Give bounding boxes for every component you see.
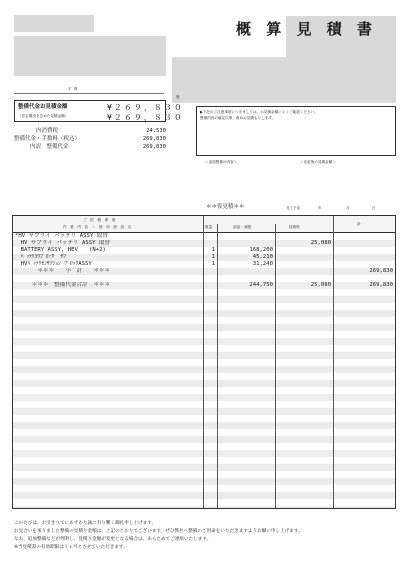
footer-line: ※当見積書の有効期限は１ヶ月とさせていただきます。: [14, 545, 128, 550]
additional-work-label: ＜追加整備の内容＞: [205, 160, 238, 164]
breakdown-label: 整備代金・手数料（税込）: [14, 136, 81, 142]
estimate-amount-label: 整備代金お見積金額: [18, 104, 68, 110]
table-stripe: [13, 478, 396, 485]
cell-name: ＊＊＊ 小 計 ＊＊＊: [15, 268, 111, 274]
table-row: [13, 282, 396, 289]
breakdown-value: 269,830: [142, 144, 166, 150]
column-divider: [203, 216, 204, 509]
header-labor: 技術料: [289, 225, 300, 229]
cell-labor: 25,080: [310, 240, 331, 246]
notice-line-2: 整備内容の確定次第、改めお見積もりします。: [200, 116, 276, 120]
cell-parts: 168,200: [249, 247, 273, 253]
table-stripe: [13, 310, 396, 317]
footer-line: なお、追加整備などが判明し、見積り金額が変更となる場合は、あらためてご連絡いたします。: [14, 537, 212, 542]
footer-notes: [14, 520, 396, 552]
cell-name: *HV サブライ バッテリ ASSY 取替: [15, 233, 108, 239]
table-stripe: [13, 366, 396, 373]
revised-estimate-label: ＜変更後の見積金額＞: [300, 160, 336, 164]
breakdown-row: [14, 128, 166, 136]
table-stripe: [13, 450, 396, 457]
cell-name: BATTERY ASSY, HEV (N+2): [15, 247, 106, 253]
footer-line: このたびは、お引き立てにあずかり誠に有り難く御礼申し上げます。: [14, 521, 157, 526]
table-stripe: [13, 380, 396, 387]
document-title: 概 算 見 積 書: [236, 20, 377, 38]
year-label: 年: [318, 206, 322, 210]
estimate-amount-value: ¥２６９，８３０: [107, 103, 184, 112]
table-stripe: [13, 296, 396, 303]
cell-qty: 1: [211, 254, 215, 260]
breakdown-label: 内訳 整備代金: [30, 144, 69, 150]
estimate-amount-box: [14, 100, 184, 122]
provisional-label: ＊＊仮見積＊＊: [206, 204, 245, 210]
month-label: 月: [346, 206, 350, 210]
column-divider: [217, 224, 218, 509]
table-stripe: [13, 408, 396, 415]
table-row: [13, 247, 396, 254]
table-stripe: [13, 492, 396, 499]
table-row: [13, 261, 396, 268]
table-stripe: [13, 506, 396, 509]
breakdown-value: 24,530: [146, 128, 166, 134]
header-qty: 数量: [205, 225, 213, 229]
notice-box: [196, 106, 396, 156]
cell-name: ﾊﾞｯﾃﾘﾖｳﾌﾞﾛｰﾀﾞ ｻﾌﾞ: [15, 254, 69, 260]
column-divider: [275, 224, 276, 509]
table-row: [13, 240, 396, 247]
header-parts: 部品・油脂: [233, 225, 251, 229]
cell-parts: 31,240: [252, 261, 273, 267]
table-stripe: [13, 338, 396, 345]
table-row: [13, 233, 396, 240]
column-divider: [333, 216, 334, 509]
cell-name: ＊＊＊ 整備代金合計 ＊＊＊: [15, 282, 111, 288]
estimate-table: [12, 215, 396, 509]
table-row: [13, 275, 396, 282]
table-stripe: [13, 422, 396, 429]
table-stripe: [13, 324, 396, 331]
header-content-sub: 作 業 内 容 ・ 使 用 部 品 名: [63, 225, 132, 229]
breakdown-label: 内消費税: [36, 128, 59, 134]
cell-total: 269,830: [369, 282, 393, 288]
cell-parts: 244,750: [249, 282, 273, 288]
cell-name: HV サブライ バッテリ ASSY 取替: [15, 240, 111, 246]
breakdown-row: [14, 136, 166, 144]
breakdown-list: [14, 128, 166, 152]
table-stripe: [13, 464, 396, 471]
table-stripe: [13, 352, 396, 359]
header-total: 計: [357, 222, 361, 226]
day-label: 日: [372, 206, 376, 210]
footer-line: お見合いを承りました整備の見積り金額は、上記のとおりでございます。ぜひ弊社へ整備のご用命をいただきますようお願い申し上げます。: [14, 529, 303, 534]
cell-labor: 25,080: [310, 282, 331, 288]
header-divider: [14, 93, 164, 94]
estimate-amount-sublabel: （法定費用を含めた見積金額）: [18, 114, 69, 118]
table-row: [13, 268, 396, 275]
cell-parts: 45,210: [252, 254, 273, 260]
completion-label: 完了予定: [286, 206, 301, 210]
table-row: [13, 254, 396, 261]
cell-qty: 1: [211, 247, 215, 253]
cell-qty: 1: [211, 261, 215, 267]
cell-name: HVﾊﾞｯﾃﾘｾﾝｻｸｼｮﾝ ﾌﾞﾛｯｸASSY: [15, 261, 92, 267]
table-stripe: [13, 436, 396, 443]
redacted-block-right: [172, 57, 396, 103]
redacted-block-name: [14, 36, 166, 76]
breakdown-row: [14, 144, 166, 152]
after-amount-label: 後: [176, 95, 180, 99]
notice-line-1: ▶下記のご注意事項につきましては、お見積金額によくご確認ください。: [200, 110, 318, 114]
breakdown-value: 269,830: [142, 136, 166, 142]
table-stripe: [13, 394, 396, 401]
header-label: 宇 ︎ 賀: [68, 87, 78, 91]
redacted-block-top-left: [14, 15, 94, 32]
cell-total: 269,830: [369, 268, 393, 274]
table-header: [13, 216, 396, 233]
estimate-amount-value-sub: ¥２６９，８３０: [107, 113, 184, 122]
header-content: ご 依 頼 事 項: [83, 218, 116, 222]
